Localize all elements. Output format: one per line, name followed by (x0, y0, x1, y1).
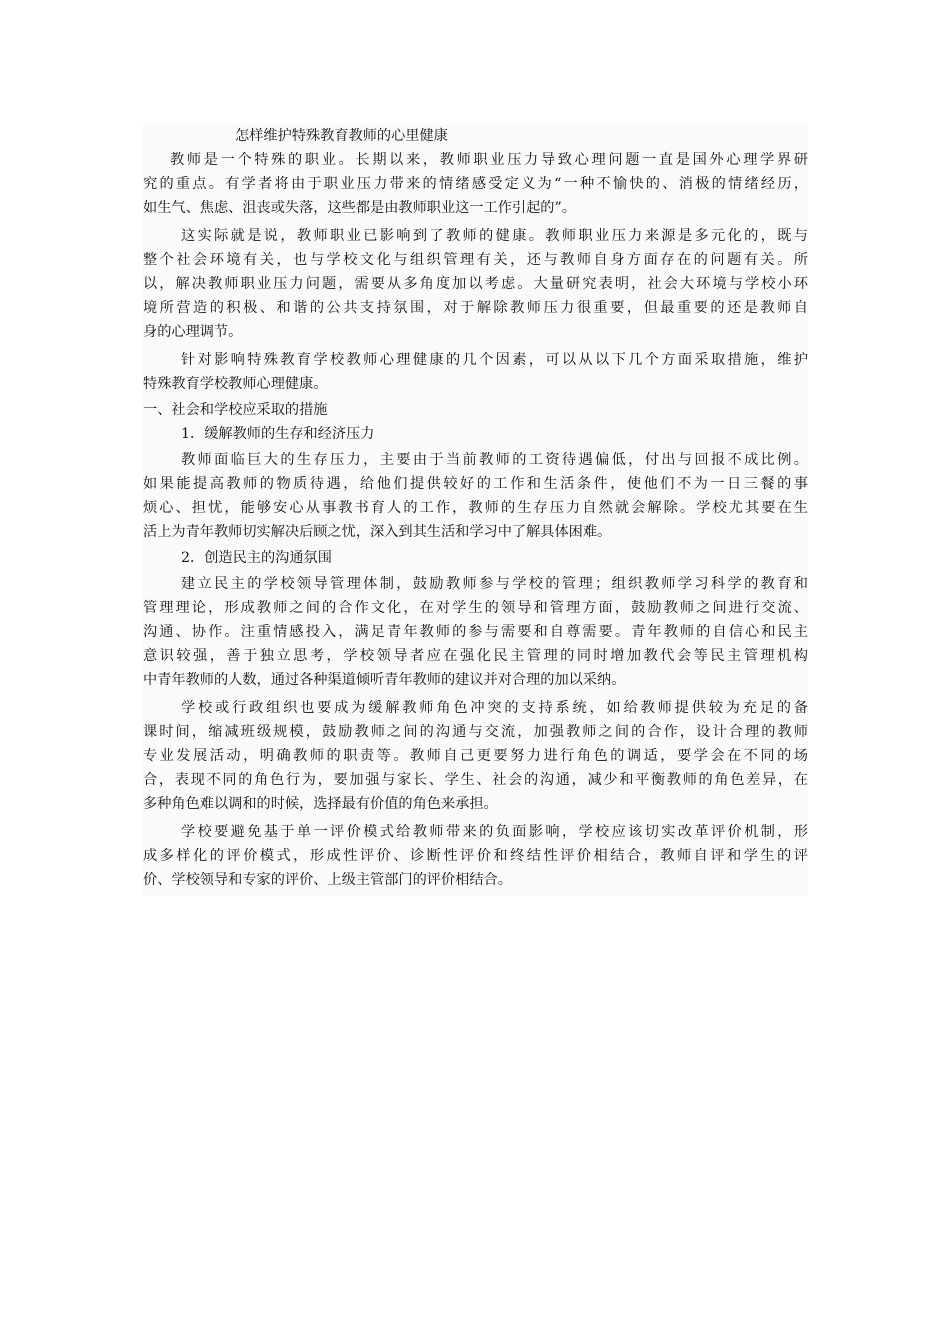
paragraph-line: 特殊教育学校教师心理健康。 (143, 376, 328, 392)
paragraph-line: 学校要避免基于单一评价模式给教师带来的负面影响，学校应该切实改革评价机制，形 (181, 824, 808, 840)
paragraph-line: 成多样化的评价模式，形成性评价、诊断性评价和终结性评价相结合，教师自评和学生的评 (143, 848, 808, 864)
paragraph-line: 课时间，缩减班级规模，鼓励教师之间的沟通与交流，加强教师之间的合作，设计合理的教师 (143, 724, 808, 740)
subsection-heading: 2．创造民主的沟通氛围 (181, 550, 332, 566)
paragraph-line: 管理理论，形成教师之间的合作文化，在对学生的领导和管理方面，鼓励教师之间进行交流、 (143, 600, 808, 616)
paragraph-line: 针对影响特殊教育学校教师心理健康的几个因素，可以从以下几个方面采取措施，维护 (181, 352, 808, 368)
paragraph-line: 如果能提高教师的物质待遇，给他们提供较好的工作和生活条件，使他们不为一日三餐的事 (143, 476, 808, 492)
document-page (143, 124, 808, 896)
paragraph-line: 意识较强，善于独立思考，学校领导者应在强化民主管理的同时增加教代会等民主管理机构 (143, 648, 808, 664)
paragraph-line: 这实际就是说，教师职业已影响到了教师的健康。教师职业压力来源是多元化的，既与 (181, 228, 808, 244)
paragraph-line: 价、学校领导和专家的评价、上级主管部门的评价相结合。 (143, 872, 512, 888)
paragraph-line: 教师是一个特殊的职业。长期以来，教师职业压力导致心理问题一直是国外心理学界研 (170, 152, 808, 168)
paragraph-line: 学校或行政组织也要成为缓解教师角色冲突的支持系统，如给教师提供较为充足的备 (181, 700, 808, 716)
section-heading: 一、社会和学校应采取的措施 (143, 402, 328, 418)
paragraph-line: 多种角色难以调和的时候，选择最有价值的角色来承担。 (143, 796, 498, 812)
paragraph-line: 整个社会环境有关，也与学校文化与组织管理有关，还与教师自身方面存在的问题有关。所 (143, 252, 808, 268)
paragraph-line: 中青年教师的人数，通过各种渠道倾听青年教师的建议并对合理的加以采纳。 (143, 672, 626, 688)
paragraph-line: 教师面临巨大的生存压力，主要由于当前教师的工资待遇偏低，付出与回报不成比例。 (181, 452, 808, 468)
paragraph-line: 建立民主的学校领导管理体制，鼓励教师参与学校的管理；组织教师学习科学的教育和 (181, 576, 808, 592)
paragraph-line: 合，表现不同的角色行为，要加强与家长、学生、社会的沟通，减少和平衡教师的角色差异，在 (143, 772, 808, 788)
paragraph-line: 身的心理调节。 (143, 324, 243, 340)
subsection-heading: 1．缓解教师的生存和经济压力 (181, 426, 375, 442)
paragraph-line: 境所营造的积极、和谐的公共支持氛围，对于解除教师压力很重要，但最重要的还是教师自 (143, 300, 808, 316)
paragraph-line: 专业发展活动，明确教师的职责等。教师自己更要努力进行角色的调适，要学会在不同的场 (143, 748, 808, 764)
paragraph-line: 以，解决教师职业压力问题，需要从多角度加以考虑。大量研究表明，社会大环境与学校小环 (143, 276, 808, 292)
paragraph-line: 如生气、焦虑、沮丧或失落，这些都是由教师职业这一工作引起的”。 (143, 200, 576, 216)
paragraph-line: 活上为青年教师切实解决后顾之忧，深入到其生活和学习中了解具体困难。 (143, 524, 612, 540)
paragraph-line: 沟通、协作。注重情感投入，满足青年教师的参与需要和自尊需要。青年教师的自信心和民主 (143, 624, 808, 640)
paragraph-line: 究的重点。有学者将由于职业压力带来的情绪感受定义为“一种不愉快的、消极的情绪经历， (143, 176, 808, 192)
document-title: 怎样维护特殊教育教师的心里健康 (235, 128, 448, 144)
paragraph-line: 烦心、担忧，能够安心从事教书育人的工作，教师的生存压力自然就会解除。学校尤其要在生 (143, 500, 808, 516)
